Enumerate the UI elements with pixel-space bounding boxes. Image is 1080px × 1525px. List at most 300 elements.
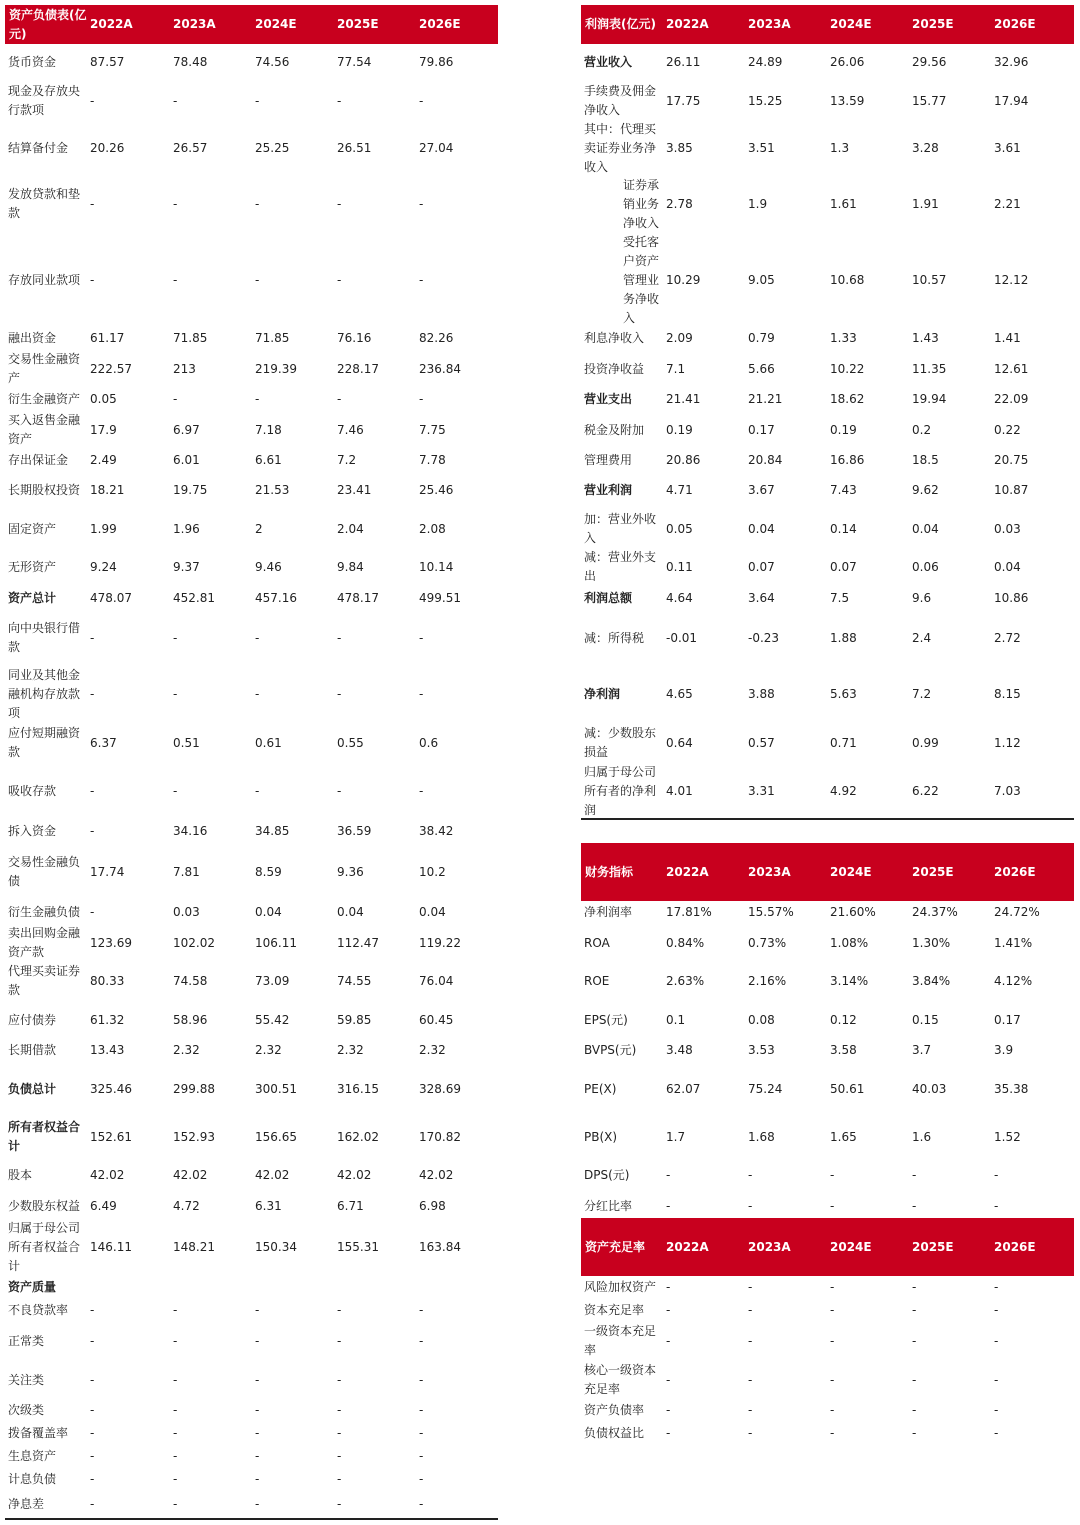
income-cell-2026E: 17.94 — [994, 93, 1029, 108]
capital-cell-2026E: - — [994, 1402, 999, 1417]
balance-cell-2024E: 219.39 — [255, 361, 297, 376]
balance-row-label: 货币资金 — [8, 54, 57, 69]
balance-cell-2026E: 163.84 — [419, 1239, 461, 1254]
income-cell-2022A: 0.19 — [666, 422, 693, 437]
balance-cell-2024E: 73.09 — [255, 973, 290, 988]
income-row-label: 证券承销业务净收入 — [623, 177, 660, 230]
metrics-cell-2022A: 62.07 — [666, 1081, 701, 1096]
balance-cell-2025E: 77.54 — [337, 54, 372, 69]
balance-year-2023A: 2023A — [173, 17, 216, 31]
balance-cell-2025E: - — [337, 93, 342, 108]
balance-cell-2025E: 228.17 — [337, 361, 379, 376]
balance-cell-2024E: 156.65 — [255, 1129, 297, 1144]
metrics-cell-2024E: 21.60% — [830, 904, 876, 919]
income-cell-2024E: 1.61 — [830, 196, 857, 211]
balance-cell-2024E: 6.61 — [255, 452, 282, 467]
balance-row-label: 不良贷款率 — [8, 1302, 69, 1317]
balance-cell-2024E: 457.16 — [255, 590, 297, 605]
metrics-cell-2025E: - — [912, 1198, 917, 1213]
balance-row-label: 正常类 — [8, 1333, 45, 1348]
income-year-2024E: 2024E — [830, 17, 872, 31]
balance-cell-2023A: - — [173, 1372, 178, 1387]
metrics-cell-2025E: 0.15 — [912, 1012, 939, 1027]
balance-cell-2024E: 42.02 — [255, 1167, 290, 1182]
balance-cell-2024E: - — [255, 391, 260, 406]
income-row-label: 减：营业外支出 — [584, 550, 657, 583]
income-year-2025E: 2025E — [912, 17, 954, 31]
balance-cell-2026E: - — [419, 1333, 424, 1348]
capital-cell-2023A: - — [748, 1372, 753, 1387]
balance-cell-2026E: 82.26 — [419, 330, 454, 345]
income-cell-2024E: 4.92 — [830, 783, 857, 798]
balance-cell-2022A: 18.21 — [90, 482, 125, 497]
balance-cell-2023A: - — [173, 391, 178, 406]
metrics-header — [581, 843, 1074, 901]
balance-cell-2023A: 2.32 — [173, 1042, 200, 1057]
balance-cell-2024E: 55.42 — [255, 1012, 290, 1027]
balance-cell-2023A: - — [173, 1333, 178, 1348]
balance-row-label: 衍生金融负债 — [8, 904, 81, 919]
metrics-cell-2024E: 1.65 — [830, 1129, 857, 1144]
capital-row-label: 一级资本充足率 — [584, 1324, 657, 1357]
metrics-year-2025E: 2025E — [912, 864, 954, 879]
balance-cell-2023A: 0.03 — [173, 904, 200, 919]
balance-cell-2022A: - — [90, 1471, 95, 1486]
metrics-row-label: ROA — [584, 935, 610, 950]
income-cell-2024E: 1.88 — [830, 630, 857, 645]
balance-row-label: 资产质量 — [8, 1279, 57, 1294]
balance-cell-2022A: 0.05 — [90, 391, 117, 406]
balance-cell-2023A: - — [173, 272, 178, 287]
balance-cell-2025E: 0.55 — [337, 735, 364, 750]
balance-cell-2022A: 20.26 — [90, 140, 125, 155]
balance-cell-2023A: 7.81 — [173, 864, 200, 879]
metrics-row-label: 分红比率 — [584, 1198, 633, 1213]
balance-cell-2023A: - — [173, 1425, 178, 1440]
balance-row-label: 同业及其他金融机构存放款项 — [8, 667, 81, 720]
balance-cell-2026E: 27.04 — [419, 140, 454, 155]
balance-cell-2024E: 6.31 — [255, 1198, 282, 1213]
metrics-row-label: 净利润率 — [584, 904, 633, 919]
balance-row-label: 负债总计 — [8, 1081, 57, 1096]
balance-cell-2024E: - — [255, 1425, 260, 1440]
income-cell-2024E: 16.86 — [830, 452, 865, 467]
balance-cell-2026E: 7.75 — [419, 422, 446, 437]
balance-row-label: 现金及存放央行款项 — [8, 84, 81, 117]
income-cell-2022A: 20.86 — [666, 452, 701, 467]
income-cell-2022A: 4.65 — [666, 686, 693, 701]
income-cell-2025E: 0.99 — [912, 735, 939, 750]
income-cell-2024E: 5.63 — [830, 686, 857, 701]
capital-cell-2022A: - — [666, 1425, 671, 1440]
income-cell-2023A: 5.66 — [748, 361, 775, 376]
capital-cell-2023A: - — [748, 1333, 753, 1348]
metrics-cell-2023A: 1.68 — [748, 1129, 775, 1144]
income-cell-2024E: 18.62 — [830, 391, 865, 406]
balance-cell-2024E: 2.32 — [255, 1042, 282, 1057]
capital-row-label: 风险加权资产 — [584, 1279, 657, 1294]
metrics-cell-2022A: - — [666, 1198, 671, 1213]
balance-cell-2023A: 6.97 — [173, 422, 200, 437]
income-cell-2026E: 22.09 — [994, 391, 1029, 406]
income-cell-2025E: 29.56 — [912, 54, 947, 69]
metrics-cell-2026E: - — [994, 1167, 999, 1182]
balance-cell-2022A: 478.07 — [90, 590, 132, 605]
income-cell-2026E: 2.72 — [994, 630, 1021, 645]
metrics-cell-2025E: 40.03 — [912, 1081, 947, 1096]
balance-cell-2022A: - — [90, 630, 95, 645]
income-cell-2025E: 9.6 — [912, 590, 932, 605]
balance-cell-2022A: 325.46 — [90, 1081, 132, 1096]
income-cell-2025E: 19.94 — [912, 391, 947, 406]
metrics-cell-2023A: 0.73% — [748, 935, 787, 950]
capital-cell-2023A: - — [748, 1402, 753, 1417]
balance-cell-2026E: 0.04 — [419, 904, 446, 919]
balance-cell-2026E: 236.84 — [419, 361, 461, 376]
balance-row-label: 结算备付金 — [8, 140, 69, 155]
balance-cell-2022A: - — [90, 1496, 95, 1511]
capital-cell-2022A: - — [666, 1302, 671, 1317]
capital-cell-2025E: - — [912, 1279, 917, 1294]
capital-cell-2022A: - — [666, 1402, 671, 1417]
balance-cell-2026E: - — [419, 391, 424, 406]
balance-cell-2024E: 71.85 — [255, 330, 290, 345]
income-cell-2025E: 10.57 — [912, 272, 947, 287]
capital-cell-2023A: - — [748, 1302, 753, 1317]
balance-header — [5, 5, 498, 44]
balance-cell-2025E: - — [337, 1402, 342, 1417]
balance-cell-2025E: 7.46 — [337, 422, 364, 437]
balance-cell-2024E: 34.85 — [255, 823, 290, 838]
balance-cell-2026E: 2.32 — [419, 1042, 446, 1057]
balance-cell-2022A: 42.02 — [90, 1167, 125, 1182]
balance-row-label: 关注类 — [8, 1372, 45, 1387]
balance-cell-2023A: 26.57 — [173, 140, 208, 155]
balance-cell-2022A: 152.61 — [90, 1129, 132, 1144]
balance-cell-2025E: 316.15 — [337, 1081, 379, 1096]
metrics-cell-2022A: 1.7 — [666, 1129, 686, 1144]
metrics-cell-2024E: 0.12 — [830, 1012, 857, 1027]
balance-cell-2025E: - — [337, 1333, 342, 1348]
balance-cell-2025E: 74.55 — [337, 973, 372, 988]
balance-cell-2025E: 59.85 — [337, 1012, 372, 1027]
balance-cell-2022A: 17.9 — [90, 422, 117, 437]
income-row-label: 投资净收益 — [584, 361, 645, 376]
balance-cell-2023A: - — [173, 1496, 178, 1511]
income-cell-2026E: 12.12 — [994, 272, 1029, 287]
balance-cell-2023A: 78.48 — [173, 54, 208, 69]
balance-cell-2024E: - — [255, 1496, 260, 1511]
income-row-label: 管理费用 — [584, 452, 633, 467]
income-cell-2025E: 18.5 — [912, 452, 939, 467]
balance-row-label: 所有者权益合计 — [8, 1120, 81, 1153]
income-row-label: 营业利润 — [584, 482, 633, 497]
income-cell-2025E: 2.4 — [912, 630, 932, 645]
income-cell-2023A: 0.57 — [748, 735, 775, 750]
capital-year-2026E: 2026E — [994, 1239, 1036, 1254]
income-cell-2024E: 7.5 — [830, 590, 850, 605]
capital-row-label: 资产负债率 — [584, 1402, 645, 1417]
balance-cell-2022A: - — [90, 783, 95, 798]
balance-cell-2023A: - — [173, 1402, 178, 1417]
income-cell-2026E: 2.21 — [994, 196, 1021, 211]
balance-row-label: 归属于母公司所有者权益合计 — [8, 1220, 81, 1273]
balance-cell-2026E: 42.02 — [419, 1167, 454, 1182]
balance-cell-2024E: - — [255, 1448, 260, 1463]
balance-cell-2022A: 17.74 — [90, 864, 125, 879]
balance-cell-2022A: 13.43 — [90, 1042, 125, 1057]
balance-row-label: 股本 — [8, 1167, 33, 1182]
income-cell-2023A: 1.9 — [748, 196, 768, 211]
income-cell-2024E: 26.06 — [830, 54, 865, 69]
balance-cell-2022A: - — [90, 1372, 95, 1387]
capital-title: 资产充足率 — [585, 1239, 646, 1254]
income-cell-2023A: 9.05 — [748, 272, 775, 287]
income-cell-2024E: 0.71 — [830, 735, 857, 750]
metrics-row-label: DPS(元) — [584, 1167, 630, 1182]
balance-cell-2023A: 1.96 — [173, 521, 200, 536]
metrics-cell-2024E: 1.08% — [830, 935, 869, 950]
metrics-cell-2026E: 4.12% — [994, 973, 1033, 988]
balance-row-label: 长期股权投资 — [8, 482, 81, 497]
capital-cell-2026E: - — [994, 1333, 999, 1348]
balance-cell-2026E: 60.45 — [419, 1012, 454, 1027]
metrics-cell-2023A: - — [748, 1167, 753, 1182]
balance-cell-2022A: 146.11 — [90, 1239, 132, 1254]
balance-cell-2022A: 87.57 — [90, 54, 125, 69]
capital-cell-2025E: - — [912, 1372, 917, 1387]
capital-cell-2024E: - — [830, 1333, 835, 1348]
income-cell-2022A: 2.78 — [666, 196, 693, 211]
balance-row-label: 买入返售金融资产 — [8, 413, 81, 446]
balance-cell-2023A: 213 — [173, 361, 196, 376]
metrics-cell-2026E: 1.52 — [994, 1129, 1021, 1144]
metrics-year-2024E: 2024E — [830, 864, 872, 879]
income-cell-2022A: 2.09 — [666, 330, 693, 345]
balance-cell-2026E: - — [419, 1471, 424, 1486]
balance-row-label: 存出保证金 — [8, 452, 69, 467]
capital-year-2022A: 2022A — [666, 1239, 709, 1254]
balance-cell-2023A: 74.58 — [173, 973, 208, 988]
capital-cell-2022A: - — [666, 1372, 671, 1387]
balance-cell-2023A: 102.02 — [173, 935, 215, 950]
balance-cell-2026E: 25.46 — [419, 482, 454, 497]
income-cell-2026E: 8.15 — [994, 686, 1021, 701]
balance-row-label: 无形资产 — [8, 559, 57, 574]
income-cell-2026E: 32.96 — [994, 54, 1029, 69]
metrics-cell-2023A: 3.53 — [748, 1042, 775, 1057]
balance-cell-2022A: 123.69 — [90, 935, 132, 950]
balance-cell-2026E: - — [419, 272, 424, 287]
metrics-cell-2025E: 1.6 — [912, 1129, 932, 1144]
income-cell-2023A: 3.67 — [748, 482, 775, 497]
income-cell-2023A: 3.88 — [748, 686, 775, 701]
balance-cell-2024E: 0.04 — [255, 904, 282, 919]
balance-cell-2025E: 42.02 — [337, 1167, 372, 1182]
income-cell-2024E: 0.14 — [830, 521, 857, 536]
balance-cell-2023A: 0.51 — [173, 735, 200, 750]
balance-cell-2024E: - — [255, 1333, 260, 1348]
balance-row-label: 向中央银行借款 — [8, 621, 81, 654]
capital-cell-2024E: - — [830, 1402, 835, 1417]
income-cell-2023A: 0.04 — [748, 521, 775, 536]
income-cell-2026E: 0.03 — [994, 521, 1021, 536]
income-cell-2022A: 4.64 — [666, 590, 693, 605]
metrics-year-2026E: 2026E — [994, 864, 1036, 879]
capital-row-label: 核心一级资本充足率 — [584, 1363, 657, 1396]
balance-cell-2022A: - — [90, 1425, 95, 1440]
income-cell-2022A: -0.01 — [666, 630, 698, 645]
balance-cell-2024E: - — [255, 272, 260, 287]
balance-cell-2026E: - — [419, 1425, 424, 1440]
capital-cell-2026E: - — [994, 1302, 999, 1317]
income-cell-2023A: 0.07 — [748, 559, 775, 574]
balance-cell-2024E: 300.51 — [255, 1081, 297, 1096]
balance-year-2026E: 2026E — [419, 17, 461, 31]
balance-cell-2024E: 74.56 — [255, 54, 290, 69]
capital-cell-2026E: - — [994, 1279, 999, 1294]
balance-cell-2024E: 9.46 — [255, 559, 282, 574]
income-cell-2022A: 21.41 — [666, 391, 701, 406]
metrics-row-label: PE(X) — [584, 1081, 617, 1096]
income-row-label: 净利润 — [584, 686, 621, 701]
balance-row-label: 净息差 — [8, 1496, 45, 1511]
income-cell-2023A: 21.21 — [748, 391, 783, 406]
income-year-2022A: 2022A — [666, 17, 709, 31]
balance-cell-2022A: 61.17 — [90, 330, 125, 345]
income-cell-2026E: 10.86 — [994, 590, 1029, 605]
capital-cell-2025E: - — [912, 1302, 917, 1317]
income-cell-2023A: 24.89 — [748, 54, 783, 69]
income-cell-2022A: 26.11 — [666, 54, 701, 69]
metrics-cell-2025E: 3.84% — [912, 973, 951, 988]
balance-row-label: 交易性金融资产 — [8, 352, 81, 385]
balance-row-label: 卖出回购金融资产款 — [8, 926, 81, 959]
income-cell-2025E: 3.28 — [912, 140, 939, 155]
metrics-cell-2022A: 0.1 — [666, 1012, 686, 1027]
balance-cell-2023A: - — [173, 93, 178, 108]
metrics-cell-2026E: 35.38 — [994, 1081, 1029, 1096]
balance-cell-2025E: 26.51 — [337, 140, 372, 155]
balance-cell-2024E: 106.11 — [255, 935, 297, 950]
balance-row-label: 生息资产 — [8, 1448, 57, 1463]
balance-cell-2025E: 2.32 — [337, 1042, 364, 1057]
balance-row-label: 应付债券 — [8, 1012, 57, 1027]
metrics-cell-2024E: - — [830, 1167, 835, 1182]
income-cell-2025E: 9.62 — [912, 482, 939, 497]
capital-cell-2022A: - — [666, 1333, 671, 1348]
balance-cell-2026E: 76.04 — [419, 973, 454, 988]
income-cell-2023A: 3.51 — [748, 140, 775, 155]
balance-cell-2025E: - — [337, 272, 342, 287]
income-cell-2022A: 17.75 — [666, 93, 701, 108]
capital-year-2024E: 2024E — [830, 1239, 872, 1254]
balance-cell-2023A: - — [173, 630, 178, 645]
balance-cell-2025E: 9.36 — [337, 864, 364, 879]
income-cell-2024E: 7.43 — [830, 482, 857, 497]
balance-cell-2026E: - — [419, 686, 424, 701]
balance-cell-2023A: 42.02 — [173, 1167, 208, 1182]
balance-cell-2025E: - — [337, 630, 342, 645]
balance-cell-2024E: 7.18 — [255, 422, 282, 437]
balance-cell-2024E: - — [255, 1302, 260, 1317]
metrics-year-2022A: 2022A — [666, 864, 709, 879]
balance-cell-2023A: 58.96 — [173, 1012, 208, 1027]
income-cell-2025E: 7.2 — [912, 686, 932, 701]
income-cell-2024E: 1.33 — [830, 330, 857, 345]
metrics-cell-2024E: 50.61 — [830, 1081, 865, 1096]
balance-cell-2023A: 452.81 — [173, 590, 215, 605]
balance-cell-2026E: 10.14 — [419, 559, 454, 574]
balance-cell-2022A: - — [90, 93, 95, 108]
metrics-cell-2023A: 0.08 — [748, 1012, 775, 1027]
balance-cell-2022A: 6.37 — [90, 735, 117, 750]
balance-row-label: 代理买卖证券款 — [8, 964, 81, 997]
metrics-cell-2023A: - — [748, 1198, 753, 1213]
balance-cell-2023A: - — [173, 1471, 178, 1486]
balance-cell-2026E: - — [419, 93, 424, 108]
balance-cell-2025E: - — [337, 686, 342, 701]
income-row-label: 手续费及佣金净收入 — [584, 84, 657, 117]
metrics-cell-2024E: - — [830, 1198, 835, 1213]
capital-row-label: 资本充足率 — [584, 1302, 645, 1317]
balance-cell-2026E: 170.82 — [419, 1129, 461, 1144]
balance-row-label: 吸收存款 — [8, 783, 57, 798]
income-row-label: 营业收入 — [584, 54, 633, 69]
balance-cell-2025E: - — [337, 1425, 342, 1440]
metrics-cell-2023A: 2.16% — [748, 973, 787, 988]
income-row-label: 减：少数股东损益 — [584, 726, 657, 759]
balance-cell-2023A: 148.21 — [173, 1239, 215, 1254]
metrics-cell-2022A: 3.48 — [666, 1042, 693, 1057]
metrics-cell-2026E: 0.17 — [994, 1012, 1021, 1027]
income-cell-2024E: 0.19 — [830, 422, 857, 437]
balance-cell-2026E: 10.2 — [419, 864, 446, 879]
capital-cell-2024E: - — [830, 1372, 835, 1387]
balance-cell-2026E: - — [419, 1402, 424, 1417]
balance-row-label: 拆入资金 — [8, 823, 57, 838]
balance-row-label: 计息负债 — [8, 1471, 57, 1486]
metrics-cell-2025E: 24.37% — [912, 904, 958, 919]
balance-cell-2022A: - — [90, 1302, 95, 1317]
metrics-title: 财务指标 — [585, 864, 634, 879]
balance-cell-2025E: - — [337, 1471, 342, 1486]
balance-cell-2023A: 19.75 — [173, 482, 208, 497]
income-year-2023A: 2023A — [748, 17, 791, 31]
income-row-label: 归属于母公司所有者的净利润 — [584, 764, 657, 817]
income-cell-2022A: 7.1 — [666, 361, 686, 376]
balance-cell-2022A: 9.24 — [90, 559, 117, 574]
metrics-cell-2023A: 75.24 — [748, 1081, 783, 1096]
income-cell-2023A: 3.31 — [748, 783, 775, 798]
income-year-2026E: 2026E — [994, 17, 1036, 31]
balance-cell-2024E: - — [255, 93, 260, 108]
income-cell-2022A: 3.85 — [666, 140, 693, 155]
balance-cell-2025E: 162.02 — [337, 1129, 379, 1144]
balance-cell-2026E: 0.6 — [419, 735, 439, 750]
income-row-label: 利润总额 — [584, 590, 633, 605]
capital-cell-2025E: - — [912, 1425, 917, 1440]
income-cell-2023A: 20.84 — [748, 452, 783, 467]
income-cell-2024E: 0.07 — [830, 559, 857, 574]
income-cell-2023A: 0.17 — [748, 422, 775, 437]
income-cell-2025E: 0.04 — [912, 521, 939, 536]
balance-cell-2022A: - — [90, 272, 95, 287]
balance-row-label: 发放贷款和垫款 — [8, 187, 81, 220]
balance-year-2025E: 2025E — [337, 17, 379, 31]
balance-cell-2022A: 2.49 — [90, 452, 117, 467]
income-cell-2022A: 0.11 — [666, 559, 693, 574]
